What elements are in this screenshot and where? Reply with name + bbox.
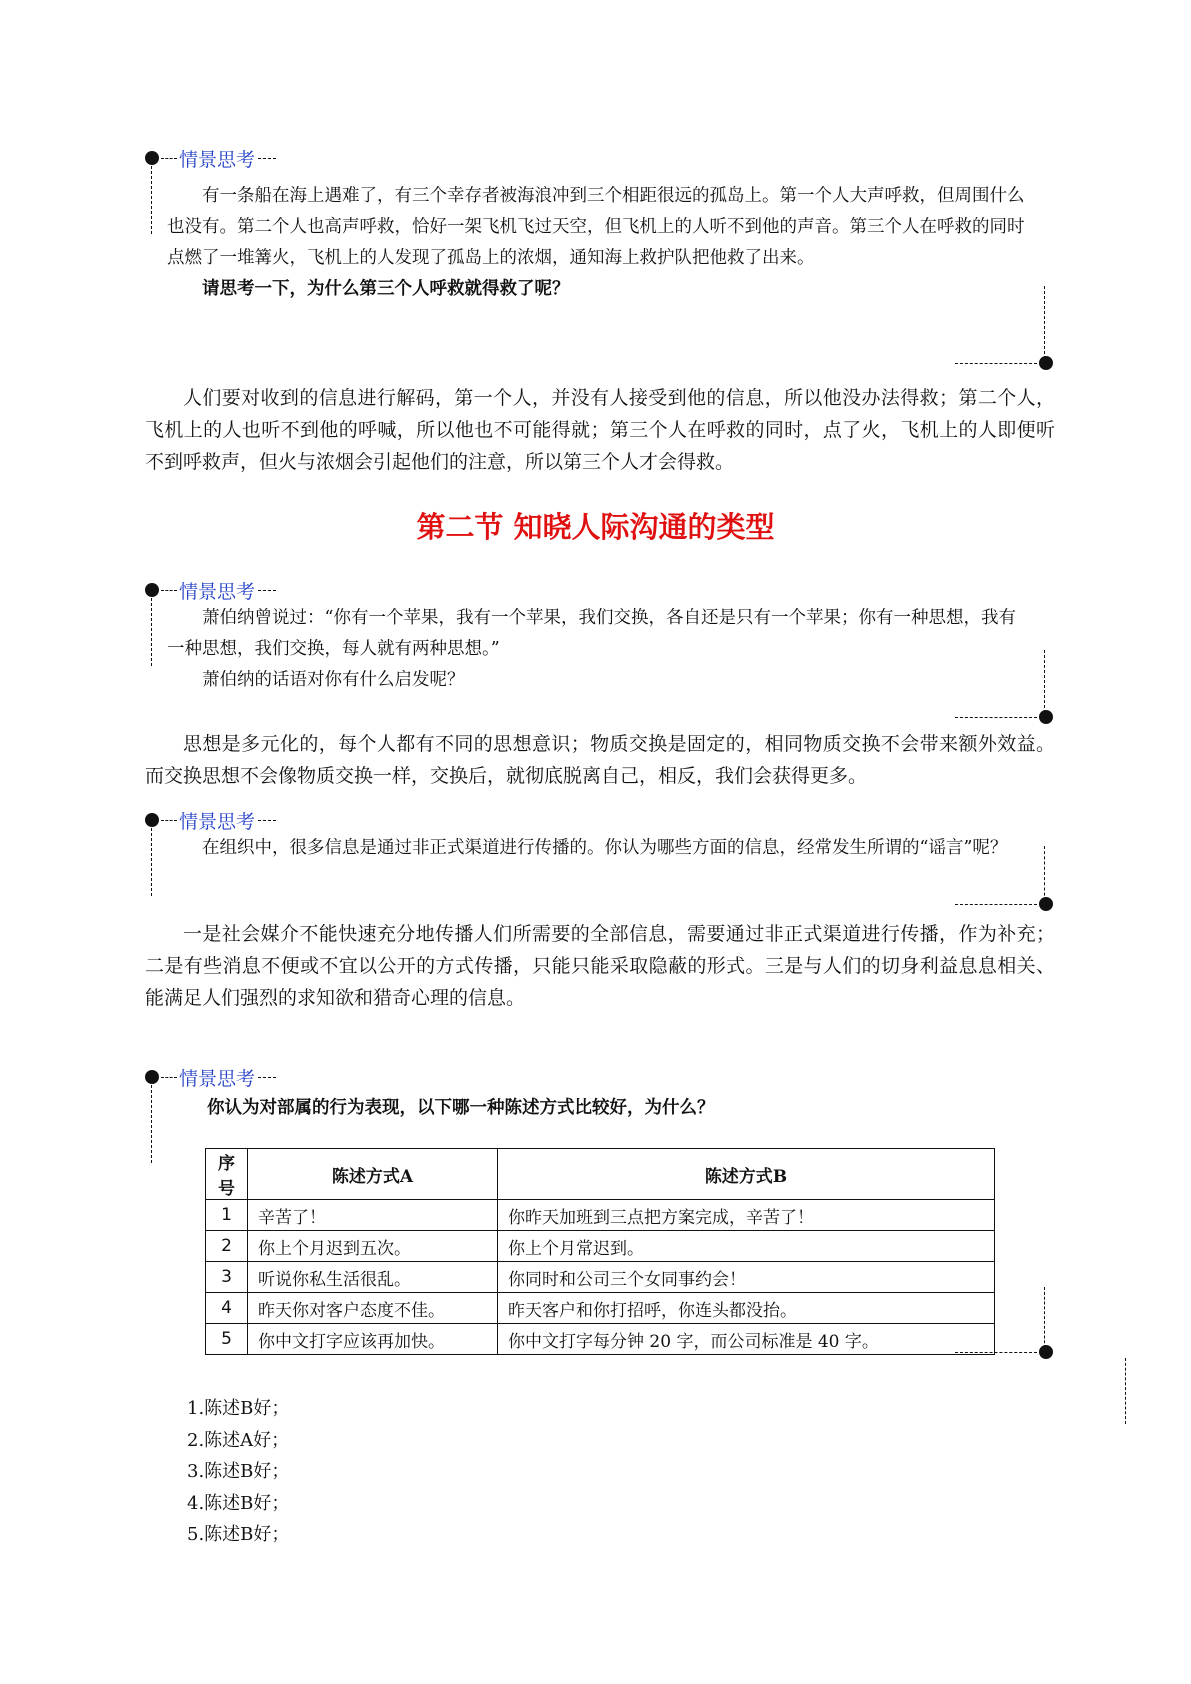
paragraph-text: 思想是多元化的，每个人都有不同的思想意识；物质交换是固定的，相同物质交换不会带来额外效益。而交换思想不会像物质交换一样，交换后，就彻底脱离自己，相反，我们会获得更多。: [145, 733, 1055, 787]
dashed-bracket-left: [151, 1085, 152, 1163]
bullet-dot-icon: [145, 1070, 159, 1084]
scenario-text: 有一条船在海上遇难了，有三个幸存者被海浪冲到三个相距很远的孤岛上。第一个人大声呼救，但周围什么也没有。第二个人也高声呼救，恰好一架飞机飞过天空，但飞机上的人听不到他的声音。第三个人在呼救的同时点燃了一堆篝火，飞机上的人发现了孤岛上的浓烟，通知海上救护队把他救了出来。: [167, 186, 1025, 268]
dash-decoration: [955, 717, 1037, 718]
list-item: 4.陈述B好；: [187, 1492, 290, 1514]
paragraph-text: 一是社会媒介不能快速充分地传播人们所需要的全部信息，需要通过非正式渠道进行传播，作为补充；二是有些消息不便或不宜以公开的方式传播，只能只能采取隐蔽的形式。三是与人们的切身利益息息相关、能满足人们强烈的求知欲和猎奇心理的信息。: [145, 923, 1055, 1009]
list-item: 5.陈述B好；: [187, 1524, 290, 1545]
table-cell: 3: [206, 1262, 248, 1293]
dashed-corner: [955, 356, 1053, 370]
table-cell: 听说你私生活很乱。: [248, 1262, 498, 1293]
scenario-box-header: [145, 808, 276, 832]
dash-decoration: [161, 590, 177, 591]
scenario-box-1: [145, 146, 1045, 378]
table-cell: 昨天你对客户态度不佳。: [248, 1293, 498, 1324]
table-cell: 你上个月迟到五次。: [248, 1231, 498, 1262]
dashed-decoration-line: [1125, 1358, 1126, 1424]
scenario-title: 情景思考: [179, 148, 256, 171]
dash-decoration: [258, 1077, 276, 1078]
table-cell: 5: [206, 1324, 248, 1355]
dash-decoration: [955, 363, 1037, 364]
scenario-body: [167, 603, 1025, 696]
dashed-bracket-right: [1044, 286, 1045, 364]
scenario-question: 请思考一下，为什么第三个人呼救就得救了呢？: [202, 279, 570, 299]
answer-paragraph-2: [145, 728, 1055, 792]
dash-decoration: [161, 820, 177, 821]
paragraph-text: 人们要对收到的信息进行解码，第一个人，并没有人接受到他的信息，所以他没办法得救；第二个人，飞机上的人也听不到他的呼喊，所以他也不可能得就；第三个人在呼救的同时，点了火，飞机上的人即便听不到呼救声，但火与浓烟会引起他们的注意，所以第三个人才会得救。: [145, 387, 1055, 473]
table-cell: 你昨天加班到三点把方案完成，辛苦了！: [498, 1200, 995, 1231]
bullet-dot-icon: [1039, 1345, 1053, 1359]
dashed-bracket-right: [1044, 650, 1045, 718]
table-cell: 你上个月常迟到。: [498, 1231, 995, 1262]
section-title: 第二节 知晓人际沟通的类型: [416, 510, 775, 544]
scenario-title: 情景思考: [179, 1067, 256, 1090]
dash-decoration: [258, 820, 276, 821]
dashed-bracket-left: [151, 166, 152, 234]
dash-decoration: [258, 158, 276, 159]
table-cell: 你同时和公司三个女同事约会！: [498, 1262, 995, 1293]
answer-list: [187, 1393, 289, 1551]
table-cell: 1: [206, 1200, 248, 1231]
scenario-title: 情景思考: [179, 580, 256, 603]
dash-decoration: [258, 590, 276, 591]
dash-decoration: [161, 1077, 177, 1078]
table-cell: 昨天客户和你打招呼，你连头都没抬。: [498, 1293, 995, 1324]
dashed-corner: [955, 710, 1053, 724]
bullet-dot-icon: [1039, 710, 1053, 724]
scenario-body: [167, 181, 1025, 305]
scenario-body: [167, 833, 1025, 864]
dashed-bracket-right: [1044, 1287, 1045, 1353]
dashed-corner: [955, 897, 1053, 911]
dash-decoration: [955, 904, 1037, 905]
table-row: [206, 1293, 995, 1324]
column-header: 陈述方式B: [498, 1149, 995, 1200]
statement-table: [205, 1148, 995, 1355]
scenario-box-header: [145, 578, 276, 602]
scenario-box-2: [145, 578, 1045, 733]
scenario-question: 你认为对部属的行为表现，以下哪一种陈述方式比较好，为什么？: [207, 1098, 715, 1118]
scenario-box-3: [145, 808, 1045, 928]
bullet-dot-icon: [1039, 897, 1053, 911]
dashed-bracket-left: [151, 828, 152, 896]
column-header: 陈述方式A: [248, 1149, 498, 1200]
table-row: [206, 1262, 995, 1293]
list-item: 2.陈述A好；: [187, 1429, 290, 1451]
table-header-row: [206, 1149, 995, 1200]
scenario-question: 萧伯纳的话语对你有什么启发呢？: [202, 670, 465, 690]
table-cell: 你中文打字应该再加快。: [248, 1324, 498, 1355]
column-header: 序号: [206, 1149, 248, 1200]
table-cell: 辛苦了！: [248, 1200, 498, 1231]
table-row: [206, 1324, 995, 1355]
bullet-dot-icon: [145, 151, 159, 165]
table-cell: 你中文打字每分钟 20 字，而公司标准是 40 字。: [498, 1324, 995, 1355]
bullet-dot-icon: [1039, 356, 1053, 370]
list-item: 3.陈述B好；: [187, 1461, 290, 1482]
table-row: [206, 1200, 995, 1231]
table-cell: 4: [206, 1293, 248, 1324]
list-item: 1.陈述B好；: [187, 1398, 290, 1419]
dash-decoration: [161, 158, 177, 159]
table-cell: 2: [206, 1231, 248, 1262]
scenario-text: 在组织中，很多信息是通过非正式渠道进行传播的。你认为哪些方面的信息，经常发生所谓的“谣言”呢？: [202, 838, 1008, 858]
bullet-dot-icon: [145, 813, 159, 827]
answer-paragraph-3: [145, 918, 1055, 1014]
answer-paragraph-1: [145, 382, 1055, 478]
dashed-bracket-left: [151, 598, 152, 666]
bullet-dot-icon: [145, 583, 159, 597]
scenario-box-header: [145, 1065, 276, 1089]
scenario-box-header: [145, 146, 276, 170]
scenario-title: 情景思考: [179, 810, 256, 833]
scenario-text: 萧伯纳曾说过：“你有一个苹果，我有一个苹果，我们交换，各自还是只有一个苹果；你有一种思想，我有一种思想，我们交换，每人就有两种思想。”: [167, 608, 1016, 659]
table-row: [206, 1231, 995, 1262]
